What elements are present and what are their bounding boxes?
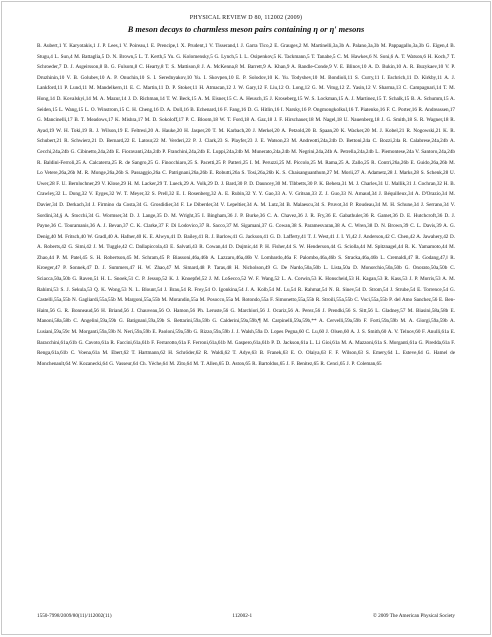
footer-doi: 1550-7998/2009/80(11)/112002(11) (37, 613, 112, 619)
footer-page-number: 112002-1 (232, 613, 253, 619)
page-footer (37, 613, 455, 620)
footer-copyright: © 2009 The American Physical Society (372, 613, 455, 619)
author-list: B. Aubert,1 Y. Karyotakis,1 J. P. Lees,1 V. Poireau,1 E. Prencipe,1 X. Prudent,1 V. Tisserand,1 J. Garra Tico,2 E. Grauges,2 M. Martinelli,3a,3b A. Palano,3a,3b M. Pappagallo,3a,3b G. Eigen,4 B. Stugu,4 L. Sun,4 M. Battaglia,5 D. N. Brown,5 L. T. Kerth,5 Yu. G. Kolomensky,5 G. Lynch,5 I. L. Osipenkov,5 K. Tackmann,5 T. Tanabe,5 C. M. Hawkes,6 N. Soni,6 A. T. Watson,6 H. Koch,7 T. Schroeder,7 D. J. Asgeirsson,8 B. G. Fulsom,8 C. Hearty,8 T. S. Mattison,8 J. A. McKenna,8 M. Barrett,9 A. Khan,9 A. Randle-Conde,9 V. E. Blinov,10 A. D. Bukin,10 A. R. Buzykaev,10 V. P. Druzhinin,10 V. B. Golubev,10 A. P. Onuchin,10 S. I. Serednyakov,10 Yu. I. Skovpen,10 E. P. Solodov,10 K. Yu. Todyshev,10 M. Bondioli,11 S. Curry,11 I. Eschrich,11 D. Kirkby,11 A. J. Lankford,11 P. Lund,11 M. Mandelkern,11 E. C. Martin,11 D. P. Stoker,11 H. Atmacan,12 J. W. Gary,12 F. Liu,12 O. Long,12 G. M. Vitug,12 Z. Yasin,12 V. Sharma,13 C. Campagnari,14 T. M. Hong,14 D. Kovalskyi,14 M. A. Mazur,14 J. D. Richman,14 T. W. Beck,15 A. M. Eisner,15 C. A. Heusch,15 J. Kroseberg,15 W. S. Lockman,15 A. J. Martinez,15 T. Schalk,15 B. A. Schumm,15 A. Seiden,15 L. Wang,15 L. O. Winstrom,15 C. H. Cheng,16 D. A. Doll,16 B. Echenard,16 F. Fang,16 D. G. Hitlin,16 I. Narsky,16 P. Ongmongkolkul,16 T. Piatenko,16 F. C. Porter,16 R. Andreassen,17 G. Mancinelli,17 B. T. Meadows,17 K. Mishra,17 M. D. Sokoloff,17 P. C. Bloom,18 W. T. Ford,18 A. Gaz,18 J. F. Hirschauer,18 M. Nagel,18 U. Nauenberg,18 J. G. Smith,18 S. R. Wagner,18 R. Ayad,19 W. H. Toki,19 R. J. Wilson,19 E. Feltresi,20 A. Hauke,20 H. Jasper,20 T. M. Karbach,20 J. Merkel,20 A. Petzold,20 B. Spaan,20 K. Wacker,20 M. J. Kobel,21 R. Nogowski,21 K. R. Schubert,21 R. Schwierz,21 D. Bernard,22 E. Latour,22 M. Verderi,22 P. J. Clark,23 S. Playfer,23 J. E. Watson,23 M. Andreotti,24a,24b D. Bettoni,24a C. Bozzi,24a R. Calabrese,24a,24b A. Cecchi,24a,24b G. Cibinetto,24a,24b E. Fioravanti,24a,24b P. Franchini,24a,24b E. Luppi,24a,24b M. Munerato,24a,24b M. Negrini,24a,24b A. Petrella,24a,24b L. Piemontese,24a V. Santoro,24a,24b R. Baldini-Ferroli,25 A. Calcaterra,25 R. de Sangro,25 G. Finocchiaro,25 S. Pacetti,25 P. Patteri,25 I. M. Peruzzi,25 M. Piccolo,25 M. Rama,25 A. Zallo,25 R. Contri,26a,26b E. Guido,26a,26b M. Lo Vetere,26a,26b M. R. Monge,26a,26b S. Passaggio,26a C. Patrignani,26a,26b E. Robutti,26a S. Tosi,26a,26b K. S. Chaisanguanthum,27 M. Morii,27 A. Adametz,28 J. Marks,28 S. Schenk,28 U. Uwer,28 F. U. Bernlochner,29 V. Klose,29 H. M. Lacker,29 T. Lueck,29 A. Volk,29 D. J. Bard,30 P. D. Dauncey,30 M. Tibbetts,30 P. K. Behera,31 M. J. Charles,31 U. Mallik,31 J. Cochran,32 H. B. Crawley,32 L. Dong,32 V. Eyges,32 W. T. Meyer,32 S. Prell,32 E. I. Rosenberg,32 A. E. Rubin,32 Y. Y. Gao,33 A. V. Gritsan,33 Z. J. Guo,33 N. Arnaud,34 J. Béquilleux,34 A. D'Orazio,34 M. Davier,34 D. Derkach,34 J. Firmino da Costa,34 G. Grosdidier,34 F. Le Diberder,34 V. Lepeltier,34 A. M. Lutz,34 B. Malaescu,34 S. Pruvot,34 P. Roudeau,34 M. H. Schune,34 J. Serrano,34 V. Sordini,34,§ A. Stocchi,34 G. Wormser,34 D. J. Lange,35 D. M. Wright,35 I. Bingham,36 J. P. Burke,36 C. A. Chavez,36 J. R. Fry,36 E. Gabathuler,36 R. Gamet,36 D. E. Hutchcroft,36 D. J. Payne,36 C. Touramanis,36 A. J. Bevan,37 C. K. Clarke,37 F. Di Lodovico,37 R. Sacco,37 M. Sigamani,37 G. Cowan,38 S. Paramesvaran,38 A. C. Wren,38 D. N. Brown,39 C. L. Davis,39 A. G. Denig,40 M. Fritsch,40 W. Gradl,40 A. Hafner,40 K. E. Alwyn,41 D. Bailey,41 R. J. Barlow,41 G. Jackson,41 G. D. Lafferty,41 T. J. West,41 J. I. Yi,42 J. Anderson,42 C. Chen,42 A. Jawahery,42 D. A. Roberts,42 G. Simi,42 J. M. Tuggle,42 C. Dallapiccola,43 E. Salvati,43 R. Cowan,44 D. Dujmic,44 P. H. Fisher,44 S. W. Henderson,44 G. Sciolla,44 M. Spitznagel,44 R. K. Yamamoto,44 M. Zhao,44 P. M. Patel,45 S. H. Robertson,45 M. Schram,45 P. Biassoni,46a,46b A. Lazzaro,46a,46b V. Lombardo,46a F. Palombo,46a,46b S. Stracka,46a,46b L. Cremaldi,47 R. Godang,47,‖ R. Kroeger,47 P. Sonnek,47 D. J. Summers,47 H. W. Zhao,47 M. Simard,48 P. Taras,48 H. Nicholson,49 G. De Nardo,50a,50b L. Lista,50a D. Monorchio,50a,50b G. Onorato,50a,50b C. Sciacca,50a,50b G. Raven,51 H. L. Snoek,51 C. P. Jessop,52 K. J. Knoepfel,52 J. M. LoSecco,52 W. F. Wang,52 L. A. Corwin,53 K. Honscheid,53 H. Kagan,53 R. Kass,53 J. P. Morris,53 A. M. Rahimi,53 S. J. Sekula,53 Q. K. Wong,53 N. L. Blount,54 J. Brau,54 R. Frey,54 O. Igonkina,54 J. A. Kolb,54 M. Lu,54 R. Rahmat,54 N. B. Sinev,54 D. Strom,54 J. Strube,54 E. Torrence,54 G. Castelli,55a,55b N. Gagliardi,55a,55b M. Margoni,55a,55b M. Morandin,55a M. Posocco,55a M. Rotondo,55a F. Simonetto,55a,55b R. Stroili,55a,55b C. Voci,55a,55b P. del Amo Sanchez,56 E. Ben-Haim,56 G. R. Bonneaud,56 H. Briand,56 J. Chauveau,56 O. Hamon,56 Ph. Leruste,56 G. Marchiori,56 J. Ocariz,56 A. Perez,56 J. Prendki,56 S. Sitt,56 L. Gladney,57 M. Biasini,58a,58b E. Manoni,58a,58b C. Angelini,59a,59b G. Batignani,59a,59b S. Bettarini,59a,59b G. Calderini,59a,59b,¶ M. Carpinelli,59a,59b,** A. Cervelli,59a,59b F. Forti,59a,59b M. A. Giorgi,59a,59b A. Lusiani,59a,59c M. Morganti,59a,59b N. Neri,59a,59b E. Paoloni,59a,59b G. Rizzo,59a,59b J. J. Walsh,59a D. Lopes Pegna,60 C. Lu,60 J. Olsen,60 A. J. S. Smith,60 A. V. Telnov,60 F. Anulli,61a E. Baracchini,61a,61b G. Cavoto,61a R. Faccini,61a,61b F. Ferrarotto,61a F. Ferroni,61a,61b M. Gaspero,61a,61b P. D. Jackson,61a L. Li Gioi,61a M. A. Mazzoni,61a S. Morganti,61a G. Piredda,61a F. Renga,61a,61b C. Voena,61a M. Ebert,62 T. Hartmann,62 H. Schröder,62 R. Waldi,62 T. Adye,63 B. Franek,63 E. O. Olaiya,63 F. F. Wilson,63 S. Emery,64 L. Esteve,64 G. Hamel de Monchenault,64 W. Kozanecki,64 G. Vasseur,64 Ch. Yèche,64 M. Zito,64 M. T. Allen,65 D. Aston,65 R. Bartoldus,65 J. F. Benitez,65 R. Cenci,65 J. P. Coleman,65 (37, 43, 455, 367)
paper-page (1, 1, 491, 635)
paper-title: B meson decays to charmless meson pairs containing η or η′ mesons (127, 25, 365, 34)
journal-header: PHYSICAL REVIEW D 80, 112002 (2009) (189, 15, 303, 21)
